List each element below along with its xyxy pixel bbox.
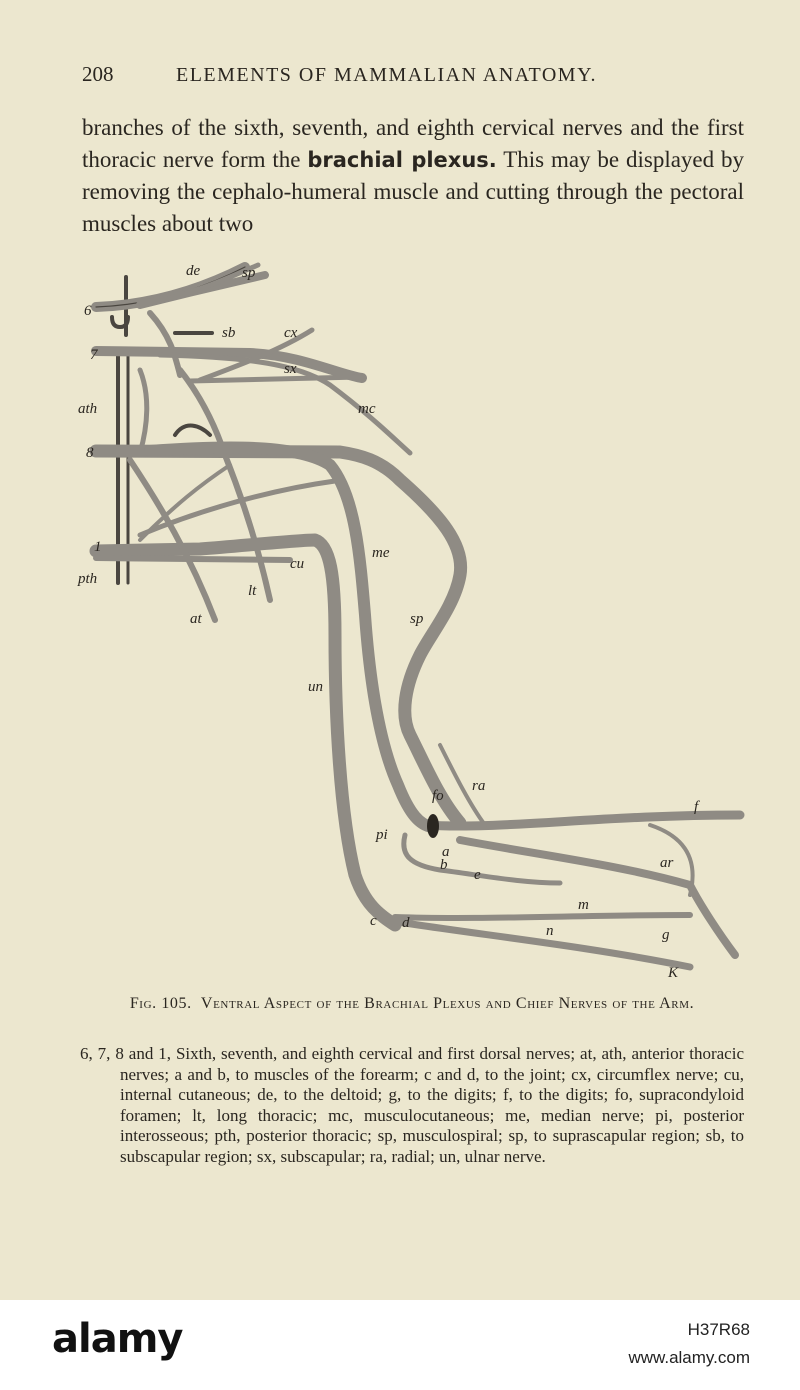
nerve-cu <box>96 558 290 560</box>
nerve-cross-2 <box>140 465 230 540</box>
label-k: K <box>668 965 679 981</box>
label-ath: ath <box>78 401 98 417</box>
label-cu: cu <box>290 556 305 572</box>
nerve-n <box>385 920 690 967</box>
label-sp-top: sp <box>242 265 256 281</box>
label-ra: ra <box>472 778 486 794</box>
label-c: c <box>370 913 377 929</box>
label-at: at <box>190 611 202 627</box>
nerve-f <box>425 815 740 826</box>
supracondyloid-foramen <box>427 814 439 838</box>
label-m: m <box>578 897 589 913</box>
label-sb: sb <box>222 325 236 341</box>
bold-term: brachial plexus. <box>307 147 497 172</box>
label-6: 6 <box>84 303 92 319</box>
label-fo: fo <box>432 788 444 804</box>
running-head: ELEMENTS OF MAMMALIAN ANATOMY. <box>176 64 597 86</box>
nerve-me <box>150 448 432 827</box>
label-lt: lt <box>248 583 257 599</box>
label-ar: ar <box>660 855 674 871</box>
label-b: b <box>440 857 448 873</box>
nerve-root-7 <box>96 351 362 378</box>
label-e: e <box>474 867 481 883</box>
nerve-ath <box>140 370 147 453</box>
label-8: 8 <box>86 445 94 461</box>
alamy-logo: alamy <box>52 1316 183 1362</box>
figure-number: Fig. 105. <box>129 995 192 1012</box>
figure-legend: 6, 7, 8 and 1, Sixth, seventh, and eighth cervical and first dorsal nerves; at, ath, anterior thoracic nerves; a and b, to muscles of the forearm; c and d, to the joint; cx, circumflex nerve; cu, internal cutaneous; de, to the deltoid; g, to the digits; f, to the digits; fo, supracondyloid foramen; lt, long thoracic; mc, musculocutaneous; me, median nerve; pi, posterior interosseous; pth, posterior thoracic; sp, musculospiral; sp, to suprascapular region; sb, to subscapular region; sx, subscapular; ra, radial; un, ulnar nerve. <box>80 1044 744 1166</box>
label-me: me <box>372 545 390 561</box>
nerve-arc <box>175 426 210 435</box>
label-sx: sx <box>284 361 297 377</box>
label-d: d <box>402 915 410 931</box>
label-mc: mc <box>358 401 376 417</box>
label-g: g <box>662 927 670 943</box>
nerve-sp-musculospiral <box>96 451 461 823</box>
body-paragraph <box>82 112 744 239</box>
nerve-sx <box>190 377 360 381</box>
body-text-before: branches of the sixth, seventh, and eighth cervical nerves and the first thoracic nerve form the <box>82 115 744 172</box>
label-sp: sp <box>410 611 424 627</box>
body-text-after: This may be displayed by removing the cephalo-humeral muscle and cutting through the pectoral muscles about two <box>82 146 744 236</box>
brachial-plexus-figure <box>0 255 800 990</box>
figure-caption <box>80 994 744 1014</box>
nerve-m <box>395 915 690 918</box>
label-pi: pi <box>376 827 388 843</box>
label-f: f <box>694 799 699 815</box>
label-cx: cx <box>284 325 298 341</box>
label-un: un <box>308 679 323 695</box>
label-pth: pth <box>78 571 98 587</box>
image-id: H37R68 <box>687 1320 750 1339</box>
nerve-link <box>150 313 180 375</box>
figure-title: Ventral Aspect of the Brachial Plexus and Chief Nerves of the Arm. <box>200 995 695 1012</box>
nerve-un <box>96 540 395 925</box>
label-a: a <box>442 844 450 860</box>
page-number: 208 <box>82 62 114 86</box>
label-7: 7 <box>90 347 98 363</box>
label-de: de <box>186 263 201 279</box>
alamy-url: www.alamy.com <box>628 1348 750 1367</box>
label-1: 1 <box>94 539 102 555</box>
label-n: n <box>546 923 554 939</box>
